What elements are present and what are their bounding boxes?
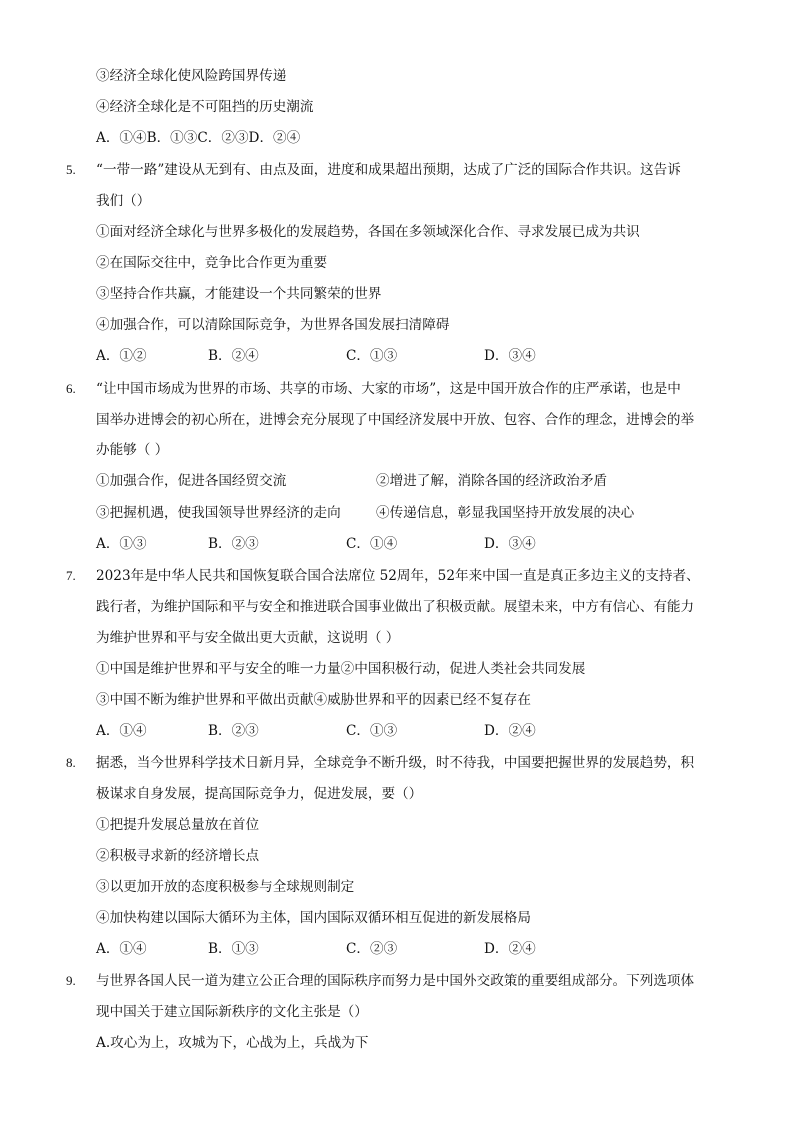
- q5-stem-line-2: 我们（）: [96, 193, 151, 209]
- q5-item-2: ②在国际交往中，竞争比合作更为重要: [96, 255, 328, 271]
- q7-items-1-2: ①中国是维护世界和平与安全的唯一力量②中国积极行动，促进人类社会共同发展: [96, 661, 586, 677]
- q7-stem-line-3: 为维护世界和平与安全做出更大贡献，这说明（ ）: [96, 630, 400, 646]
- q7-option-c[interactable]: C．①③: [346, 723, 398, 739]
- q6-option-c[interactable]: C．①④: [346, 536, 398, 552]
- q6-stem-line-3: 办能够（ ）: [96, 442, 169, 458]
- q6-items-row-2: [96, 501, 696, 525]
- q8-stem-line-2: 极谋求自身发展，提高国际竞争力，促进发展，要（）: [96, 786, 423, 802]
- q6-items-row-1: [96, 469, 696, 493]
- q4-item-3: ③经济全球化使风险跨国界传递: [96, 68, 287, 84]
- q5-number: 5.: [66, 162, 76, 177]
- q6-item-3: ③把握机遇，使我国领导世界经济的走向: [96, 505, 341, 521]
- q5-item-3: ③坚持合作共赢，才能建设一个共同繁荣的世界: [96, 286, 382, 302]
- q8-stem-line-1: 据悉，当今世界科学技术日新月异，全球竞争不断升级，时不待我，中国要把握世界的发展趋势，积: [96, 755, 695, 771]
- q7-stem-line-1: 2023年是中华人民共和国恢复联合国合法席位 52周年，52年来中国一直是真正多边主义的支持者、: [96, 568, 700, 584]
- q4-item-4: ④经济全球化是不可阻挡的历史潮流: [96, 99, 314, 115]
- q5-item-4: ④加强合作，可以清除国际竞争，为世界各国发展扫清障碍: [96, 317, 450, 333]
- q7-option-d[interactable]: D．②④: [484, 723, 536, 739]
- q6-option-b[interactable]: B．②③: [208, 536, 259, 552]
- q5-option-c[interactable]: C．①③: [346, 348, 398, 364]
- q7-options: [96, 719, 656, 743]
- q4-options[interactable]: A．①④B．①③C．②③D．②④: [96, 130, 301, 146]
- q7-option-a[interactable]: A．①④: [96, 723, 147, 739]
- q9-stem-line-2: 现中国关于建立国际新秩序的文化主张是（）: [96, 1004, 368, 1020]
- q5-item-1: ①面对经济全球化与世界多极化的发展趋势，各国在多领域深化合作、寻求发展已成为共识: [96, 224, 640, 240]
- q8-option-c[interactable]: C．②③: [346, 941, 398, 957]
- q6-item-2: ②增进了解，消除各国的经济政治矛盾: [376, 473, 608, 489]
- q8-item-1: ①把提升发展总量放在首位: [96, 817, 260, 833]
- q6-item-1: ①加强合作，促进各国经贸交流: [96, 473, 287, 489]
- q8-item-4: ④加快构建以国际大循环为主体，国内国际双循环相互促进的新发展格局: [96, 910, 531, 926]
- q7-number: 7.: [66, 568, 76, 583]
- q6-stem-line-1: “让中国市场成为世界的市场、共享的市场、大家的市场”，这是中国开放合作的庄严承诺，也是中: [96, 381, 681, 397]
- q9-option-a[interactable]: A.攻心为上，攻城为下，心战为上，兵战为下: [96, 1035, 369, 1051]
- q5-option-b[interactable]: B．②④: [208, 348, 259, 364]
- q9-stem-line-1: 与世界各国人民一道为建立公正合理的国际秩序而努力是中国外交政策的重要组成部分。下列选项体: [96, 973, 695, 989]
- q7-option-b[interactable]: B．②③: [208, 723, 259, 739]
- q7-stem-line-2: 践行者，为维护国际和平与安全和推进联合国事业做出了积极贡献。展望未来，中方有信心、有能力: [96, 599, 695, 615]
- q6-option-a[interactable]: A．①③: [96, 536, 147, 552]
- q8-item-2: ②积极寻求新的经济增长点: [96, 848, 260, 864]
- q5-option-a[interactable]: A．①②: [96, 348, 147, 364]
- q5-options: [96, 344, 656, 368]
- q6-stem-line-2: 国举办进博会的初心所在，进博会充分展现了中国经济发展中开放、包容、合作的理念，进博会的举: [96, 412, 695, 428]
- q8-options: [96, 937, 656, 961]
- q5-option-d[interactable]: D．③④: [484, 348, 536, 364]
- q8-option-a[interactable]: A．①④: [96, 941, 147, 957]
- q5-stem-line-1: “一带一路”建设从无到有、由点及面，进度和成果超出预期，达成了广泛的国际合作共识。这告诉: [96, 162, 681, 178]
- q6-item-4: ④传递信息，彰显我国坚持开放发展的决心: [376, 505, 635, 521]
- q8-item-3: ③以更加开放的态度积极参与全球规则制定: [96, 879, 355, 895]
- q8-option-b[interactable]: B．①③: [208, 941, 259, 957]
- q7-items-3-4: ③中国不断为维护世界和平做出贡献④威胁世界和平的因素已经不复存在: [96, 692, 531, 708]
- q6-number: 6.: [66, 381, 76, 396]
- q8-number: 8.: [66, 755, 76, 770]
- q9-number: 9.: [66, 973, 76, 988]
- q8-option-d[interactable]: D．②④: [484, 941, 536, 957]
- q6-option-d[interactable]: D．③④: [484, 536, 536, 552]
- q6-options: [96, 532, 656, 556]
